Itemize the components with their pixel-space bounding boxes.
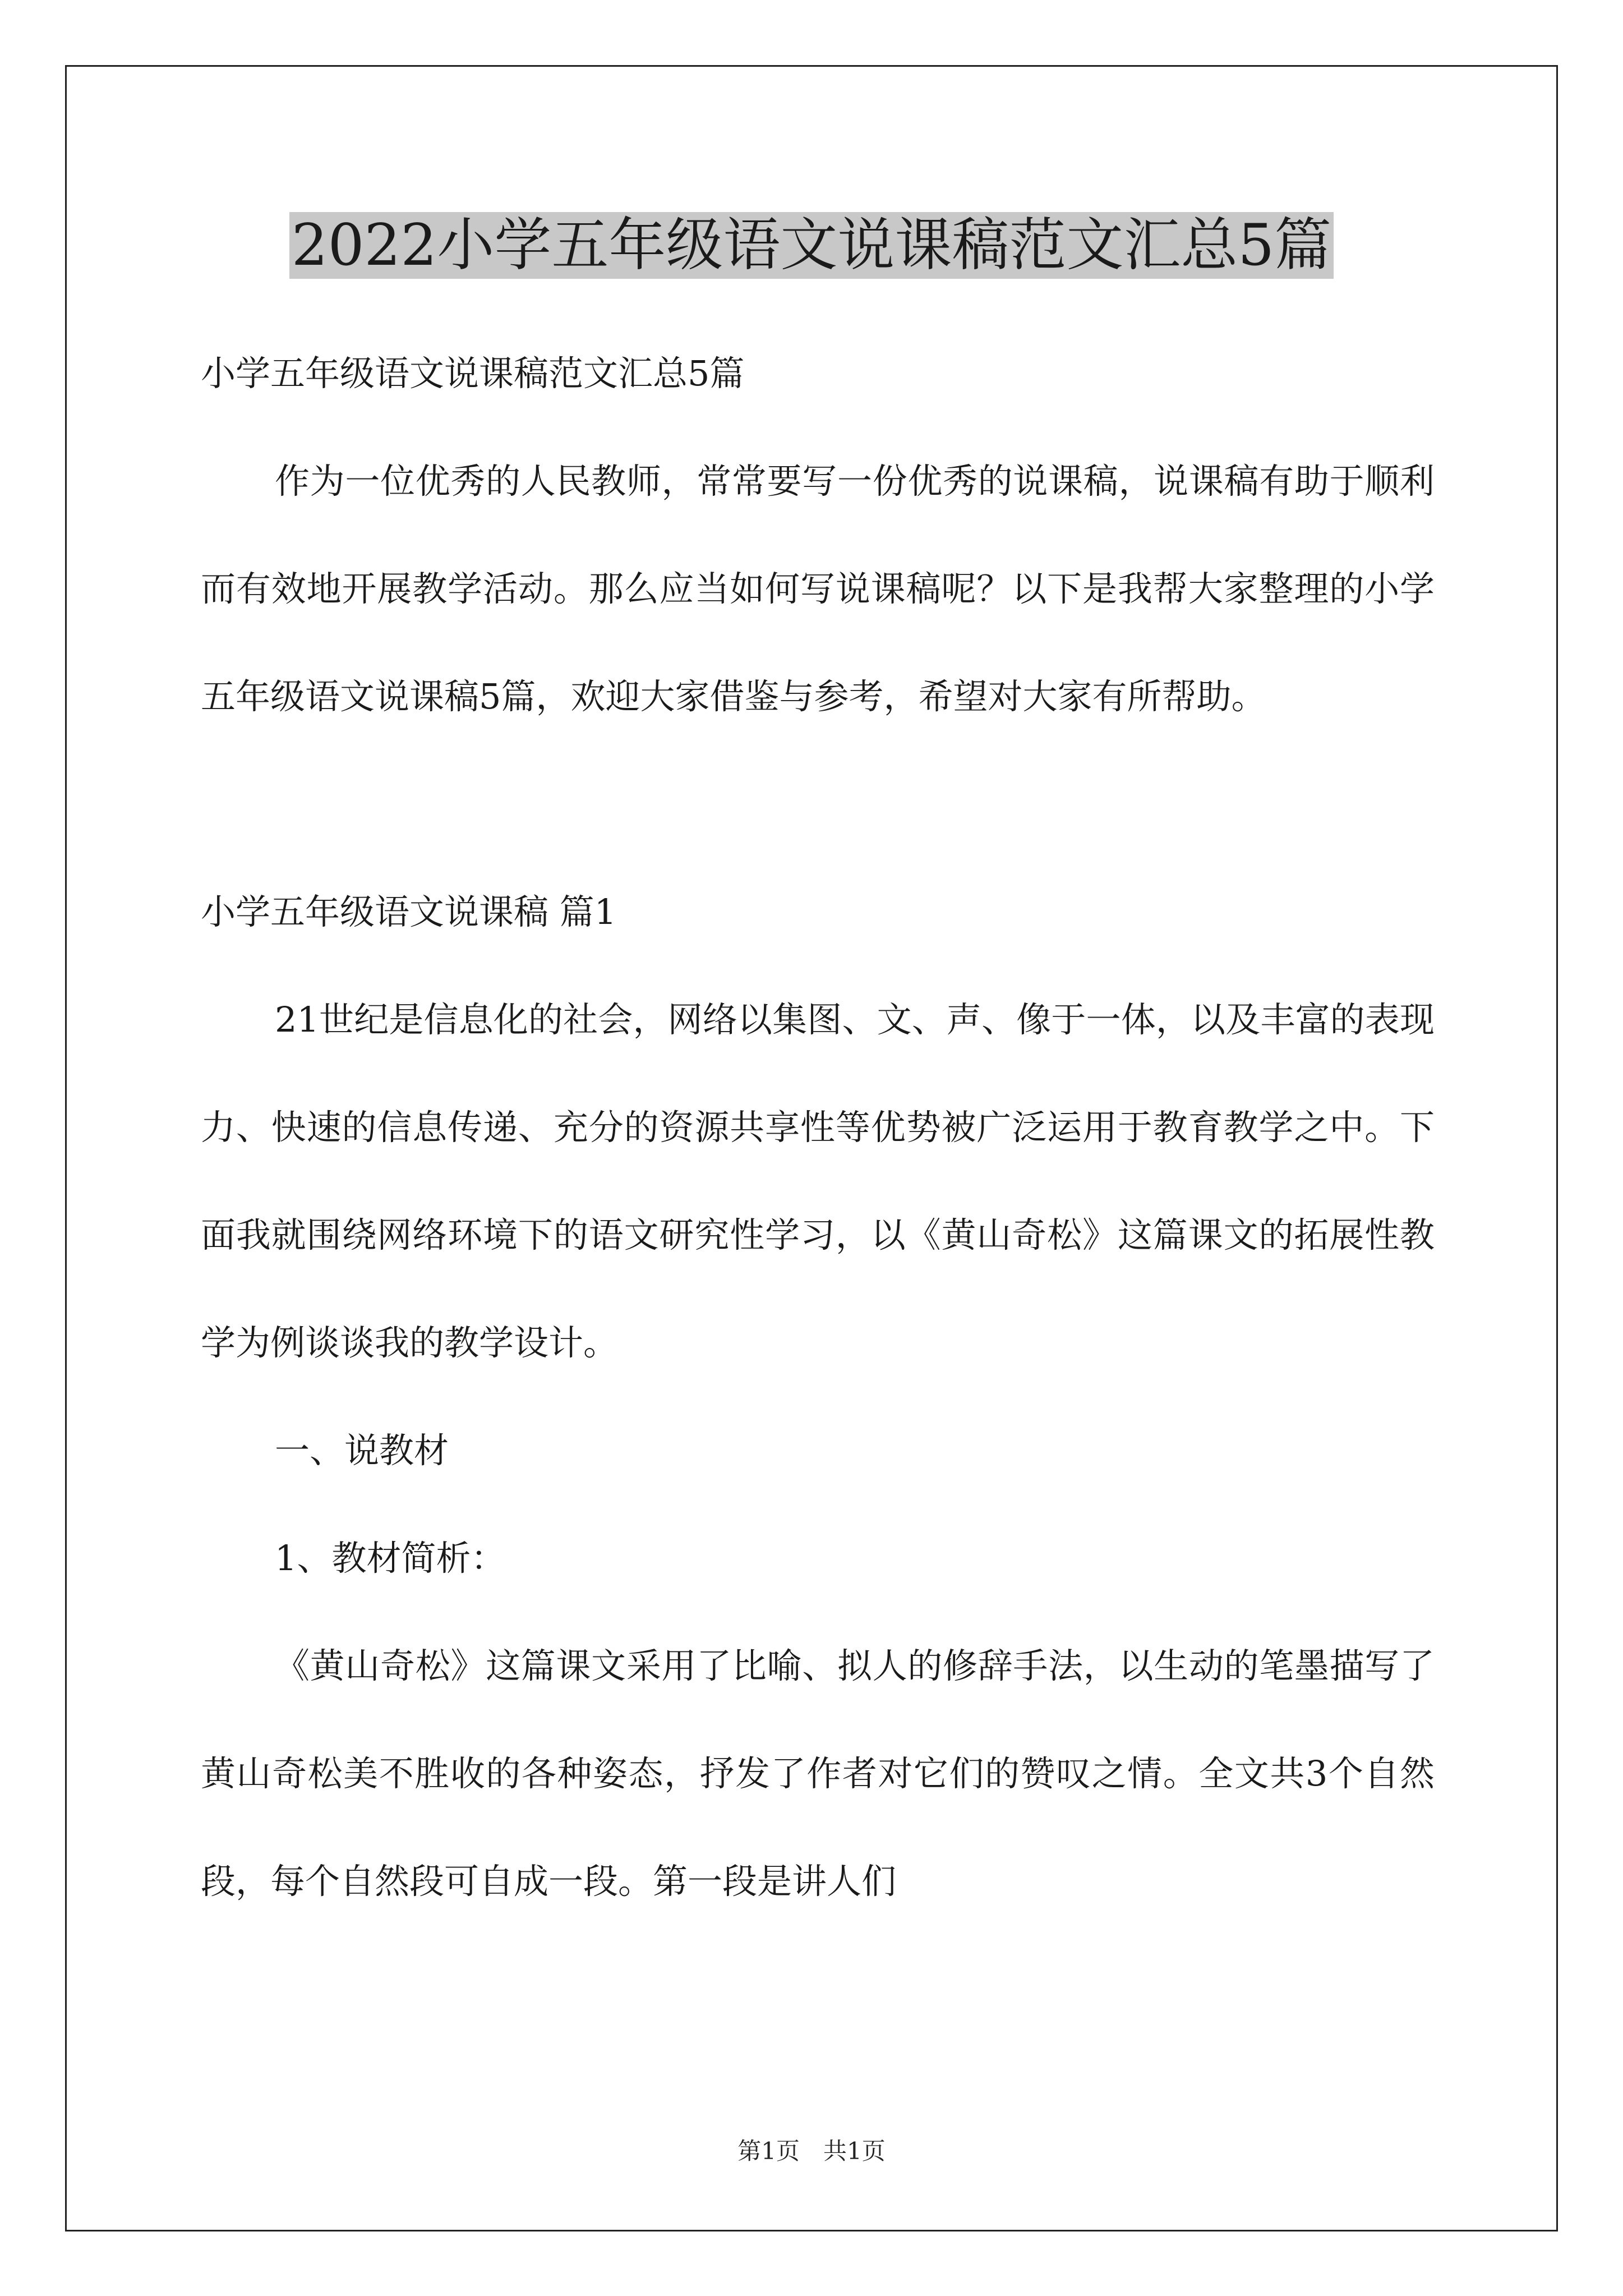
document-title [0,206,1623,285]
document-subtitle: 小学五年级语文说课稿范文汇总5篇 [201,353,745,394]
section-paragraph: 21世纪是信息化的社会，网络以集图、文、声、像于一体，以及丰富的表现力、快速的信息传递、充分的资源共享性等优势被广泛运用于教育教学之中。下面我就围绕网络环境下的语文研究性学习，以《黄山奇松》这篇课文的拓展性教学为例谈谈我的教学设计。 [201,999,1435,1363]
intro-paragraph: 作为一位优秀的人民教师，常常要写一份优秀的说课稿，说课稿有助于顺利而有效地开展教学活动。那么应当如何写说课稿呢？以下是我帮大家整理的小学五年级语文说课稿5篇，欢迎大家借鉴与参考，希望对大家有所帮助。 [201,461,1435,717]
section-paragraph: 《黄山奇松》这篇课文采用了比喻、拟人的修辞手法，以生动的笔墨描写了黄山奇松美不胜收的各种姿态，抒发了作者对它们的赞叹之情。全文共3个自然段，每个自然段可自成一段。第一段是讲人们 [201,1645,1435,1902]
page-footer: 第1页 共1页 [737,2137,886,2165]
spacer [201,751,1435,858]
sub-heading: 1、教材简析： [275,1538,506,1579]
sub-heading: 一、说教材 [275,1430,449,1471]
section-heading: 小学五年级语文说课稿 篇1 [201,891,617,932]
document-body [201,320,1435,1935]
title-text: 2022小学五年级语文说课稿范文汇总5篇 [289,212,1334,279]
